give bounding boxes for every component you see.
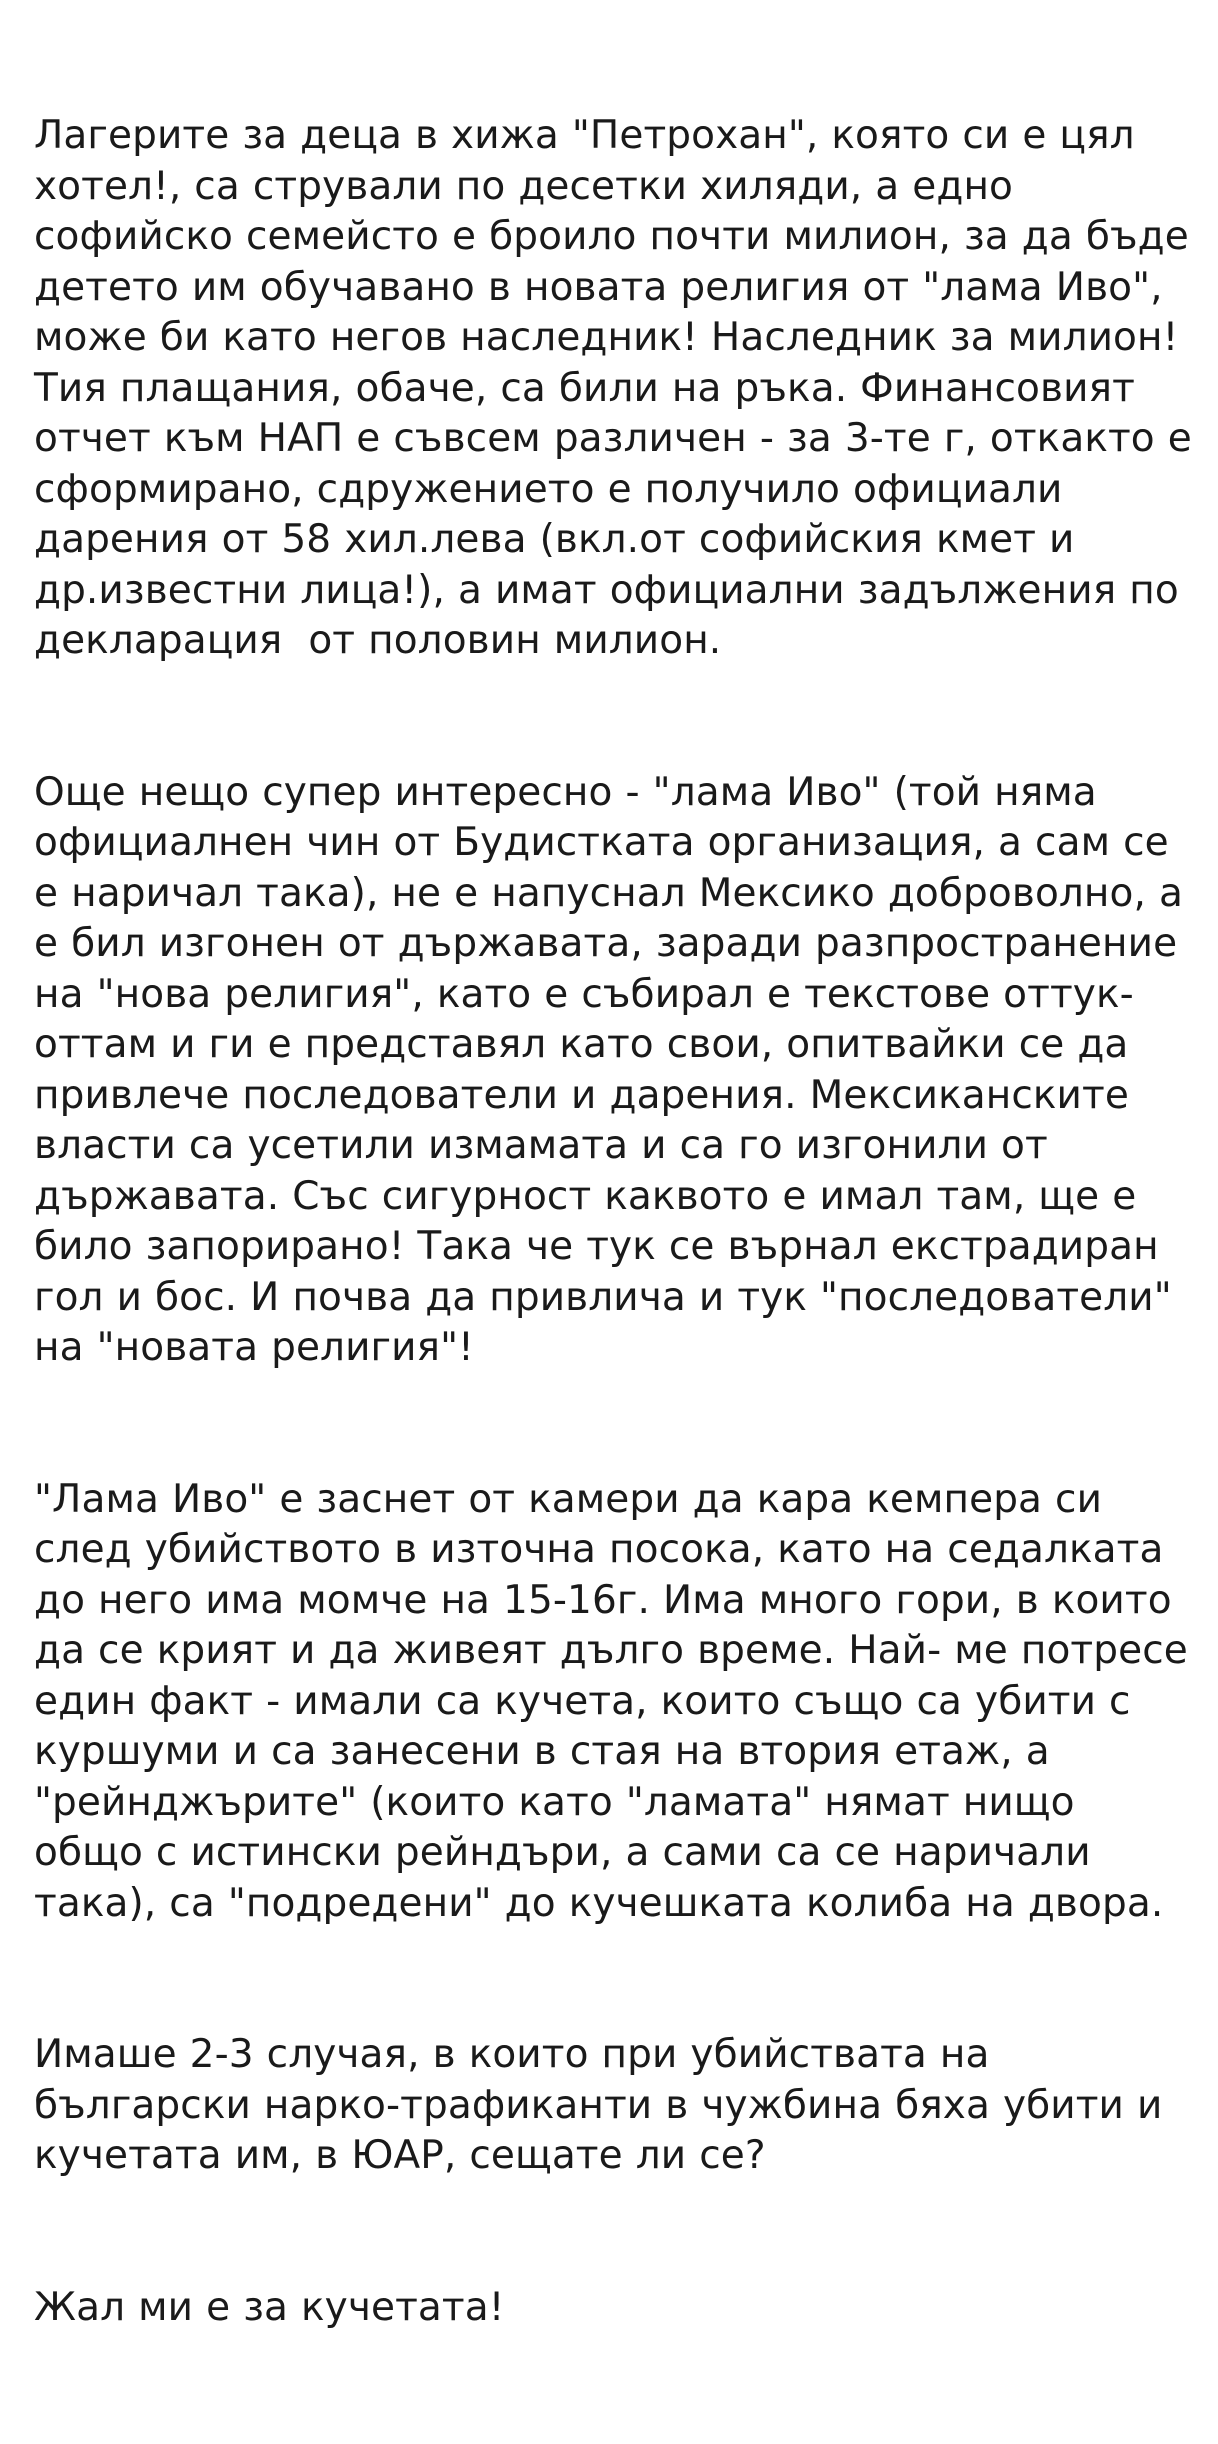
paragraph: Жал ми е за кучетата!	[34, 2284, 505, 2330]
paragraph: "Лама Иво" е заснет от камери да кара кемпера си след убийството в източна посока, като на седалката до него има момче на 15-16г. Има много гори, в които да се крият и да живеят дълго време. Най- ме потресе един факт - имали са кучета, които също са убити с куршуми и са занесени в стая на втория етаж, а "рейнджърите" (които като "ламата" нямат нищо общо с истински рейндъри, а сами са се наричали така), са "подредени" до кучешката колиба на двора.	[34, 1476, 1201, 1926]
document-text	[34, 10, 1205, 2434]
paragraph: Още нещо супер интересно - "лама Иво" (той няма официалнен чин от Будистката организация, а сам се е наричал така), не е напуснал Мексико доброволно, а е бил изгонен от държавата, заради разпространение на "нова религия", като е събирал е текстове оттук-оттам и ги е представял като свои, опитвайки се да привлече последователи и дарения. Мексиканските власти са усетили измамата и са го изгонили от държавата. Със сигурност каквото е имал там, ще е било запорирано! Така че тук се върнал екстрадиран гол и бос. И почва да привлича и тук "последователи" на "новата религия"!	[34, 769, 1196, 1370]
paragraph: Имаше 2-3 случая, в които при убийствата на български нарко-трафиканти в чужбина бяха убити и кучетата им, в ЮАР, сещате ли се?	[34, 2032, 1176, 2178]
paragraph: Лагерите за деца в хижа "Петрохан", която си е цял хотел!, са стрували по десетки хиляди, а едно софийско семейсто е броило почти милион, за да бъде детето им обучавано в новата религия от "лама Иво", може би като негов наследник! Наследник за милион! Тия плащания, обаче, са били на ръка. Финансовият отчет към НАП е съвсем различен - за 3-те г, откакто е сформирано, сдружението е получило официали дарения от 58 хил.лева (вкл.от софийския кмет и др.известни лица!), а имат официални задължения по декларация от половин милион.	[34, 113, 1205, 663]
